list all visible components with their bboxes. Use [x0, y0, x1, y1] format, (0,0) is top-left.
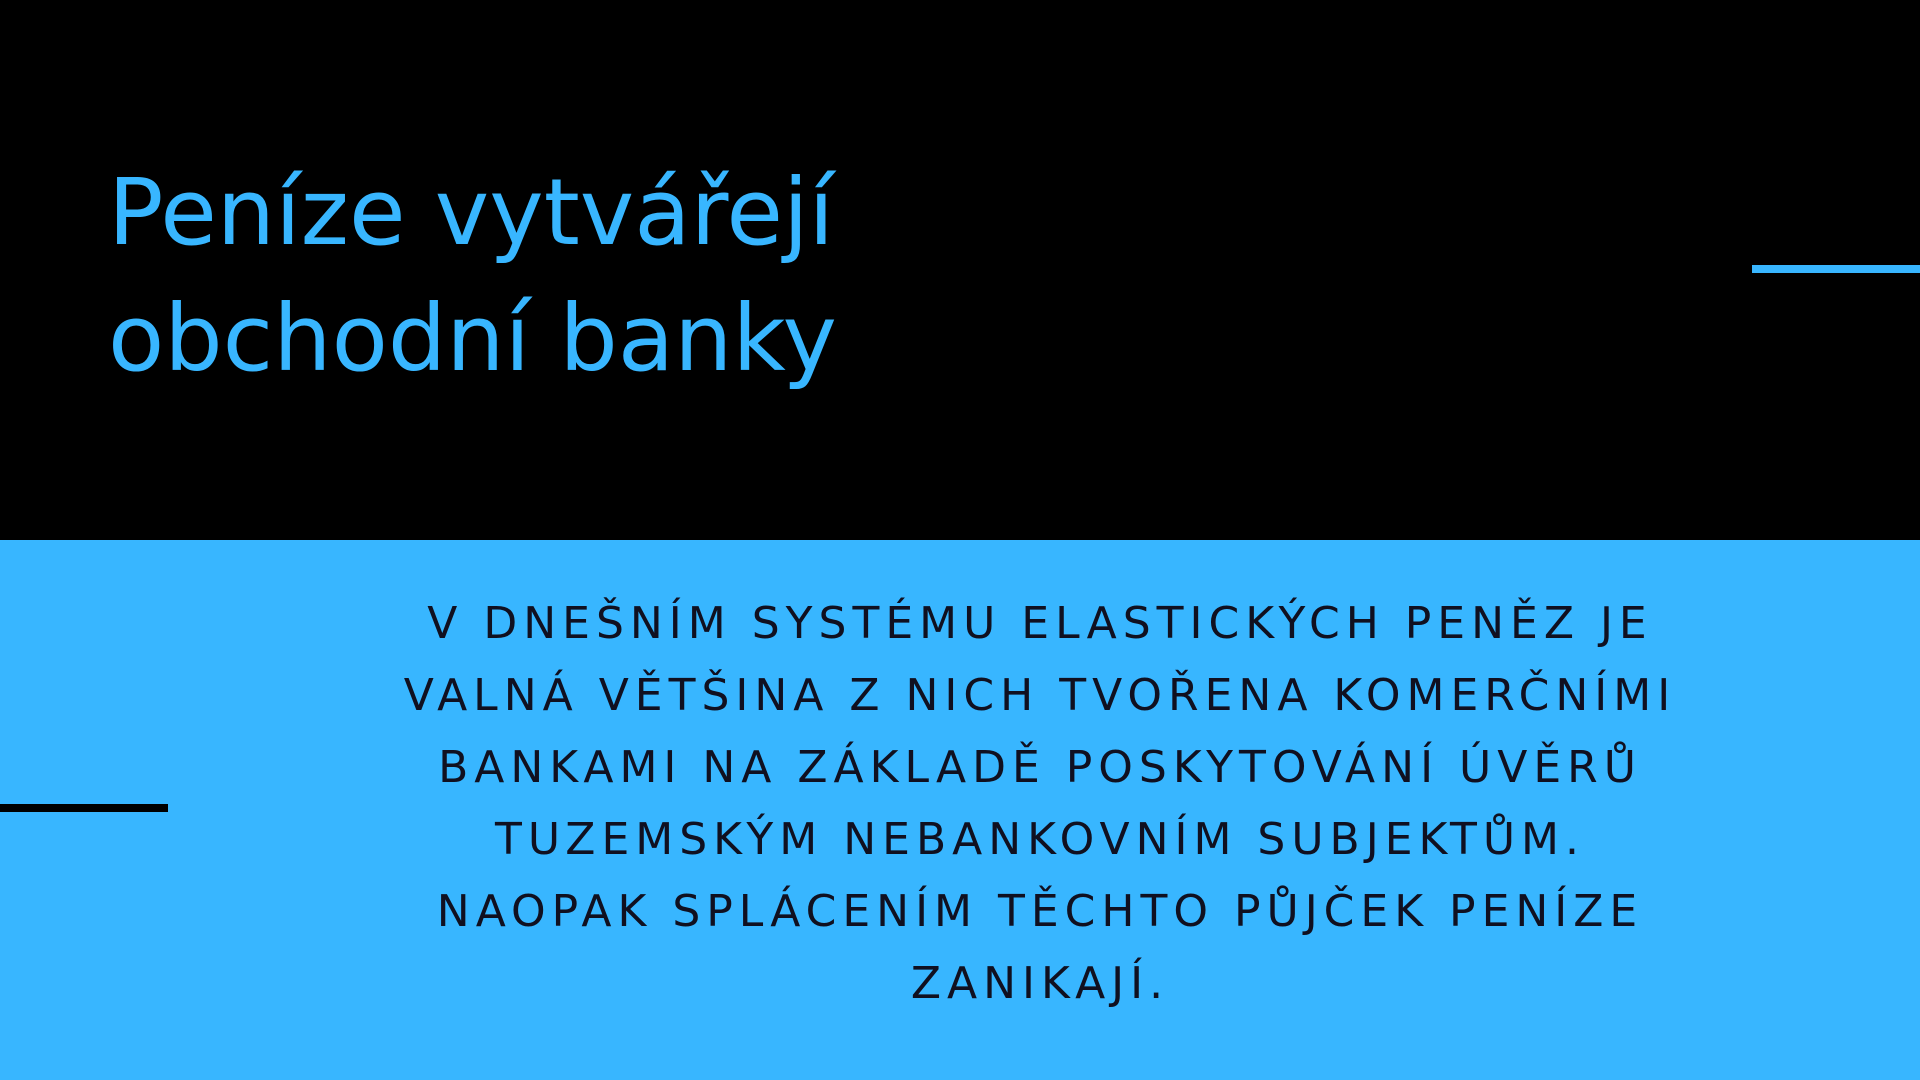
body-line: BANKAMI NA ZÁKLADĚ POSKYTOVÁNÍ ÚVĚRŮ	[438, 742, 1642, 793]
body-line: VALNÁ VĚTŠINA Z NICH TVOŘENA KOMERČNÍMI	[403, 670, 1677, 721]
accent-line-bottom	[0, 804, 168, 812]
body-line: ZANIKAJÍ.	[910, 958, 1170, 1009]
body-line: NAOPAK SPLÁCENÍM TĚCHTO PŮJČEK PENÍZE	[436, 886, 1644, 937]
body-line: TUZEMSKÝM NEBANKOVNÍM SUBJEKTŮM.	[495, 814, 1585, 865]
slide-title-line: Peníze vytvářejí	[108, 159, 835, 266]
body-line: V DNEŠNÍM SYSTÉMU ELASTICKÝCH PENĚZ JE	[427, 598, 1653, 649]
accent-line-top	[1752, 265, 1920, 273]
slide-title	[108, 150, 1208, 402]
body-paragraph	[240, 588, 1840, 1020]
slide-title-line: obchodní banky	[108, 285, 837, 392]
